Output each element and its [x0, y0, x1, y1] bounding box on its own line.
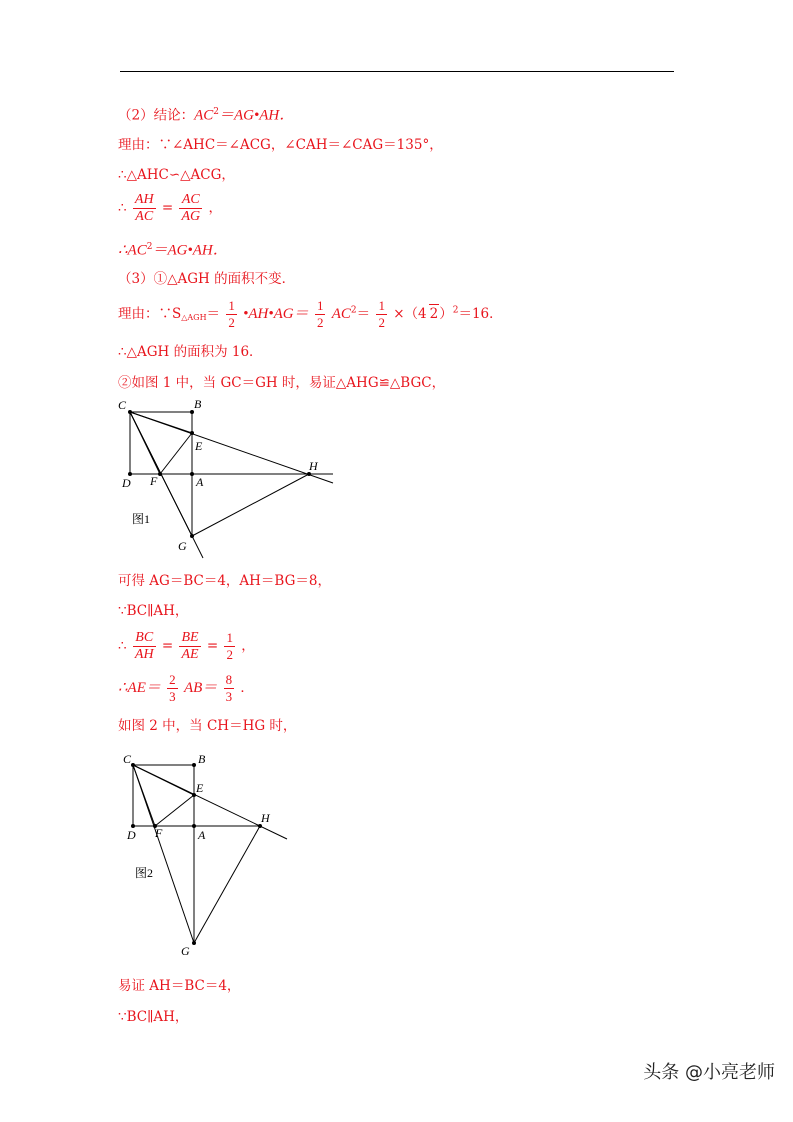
header-rule	[120, 71, 674, 72]
fig1-label-G: G	[178, 539, 187, 553]
fig2-label-B: B	[198, 752, 206, 766]
fig1-label-H: H	[309, 459, 318, 473]
fig1-label-C: C	[118, 398, 127, 412]
text-line-parallel-1: ∵BC∥AH，	[118, 603, 189, 619]
figure-2	[115, 745, 300, 960]
text-line-area-calc: 理由：$\because S_{\triangle AGH}=$ $\frac{1}{2}$ •AH•AG＝ $\frac{1}{2}$ $AC^2=$ $\frac{1}{2}$ ×（4 2）$^2$＝16．	[118, 298, 503, 330]
figure-1	[110, 395, 350, 565]
text-line-fig1-intro: ②如图 1 中，当 GC＝GH 时，易证△AHG≌△BGC，	[118, 375, 446, 391]
fig2-label-E: E	[196, 781, 204, 795]
text-line-part3: （3）①△AGH 的面积不变．	[118, 271, 296, 287]
fig1-label-F: F	[150, 474, 158, 488]
text-line-area-result: ∴△AGH 的面积为 16．	[118, 344, 263, 360]
fig2-caption: 图2	[135, 866, 154, 880]
fig2-label-C: C	[123, 752, 132, 766]
fig2-label-H: H	[261, 811, 270, 825]
fig1-label-D: D	[122, 476, 131, 490]
text-line-ratio-2: ∴ $\frac{BC}{AH}$ = $\frac{BE}{AE}$ = $\frac{1}{2}$ ，	[118, 630, 255, 662]
fig1-label-B: B	[194, 397, 202, 411]
text-line-similar: ∴△AHC∽△ACG，	[118, 167, 235, 183]
text-line-ratio: ∴ $\frac{AH}{AC}$ = $\frac{AC}{AG}$ ，	[118, 192, 222, 224]
fig2-label-D: D	[127, 828, 136, 842]
fig1-label-A: A	[196, 475, 204, 489]
text-line-reason-1: 理由：∵∠AHC＝∠ACG，∠CAH＝∠CAG＝135°，	[118, 137, 443, 153]
fig1-label-E: E	[195, 439, 203, 453]
fig1-caption: 图1	[132, 512, 151, 526]
text-line-fig1-result: 可得 AG＝BC＝4，AH＝BG＝8，	[118, 573, 331, 589]
text-line-conclusion: （2）结论：$AC^2=AG•AH$．	[118, 107, 295, 124]
text-line-parallel-2: ∵BC∥AH，	[118, 1009, 189, 1025]
text-line-fig2-intro: 如图 2 中，当 CH＝HG 时，	[118, 718, 297, 734]
fig2-label-G: G	[181, 944, 190, 958]
watermark: 头条 @小亮老师	[643, 1062, 775, 1083]
text-line-result: $\therefore AC^2=AG•AH$．	[118, 242, 228, 259]
fig2-label-A: A	[198, 828, 206, 842]
text-line-fig2-result: 易证 AH＝BC＝4，	[118, 978, 241, 994]
text-line-ae: ∴AE＝ $\frac{2}{3}$ AB＝ $\frac{8}{3}$ ．	[118, 672, 254, 704]
fig2-label-F: F	[155, 826, 163, 840]
